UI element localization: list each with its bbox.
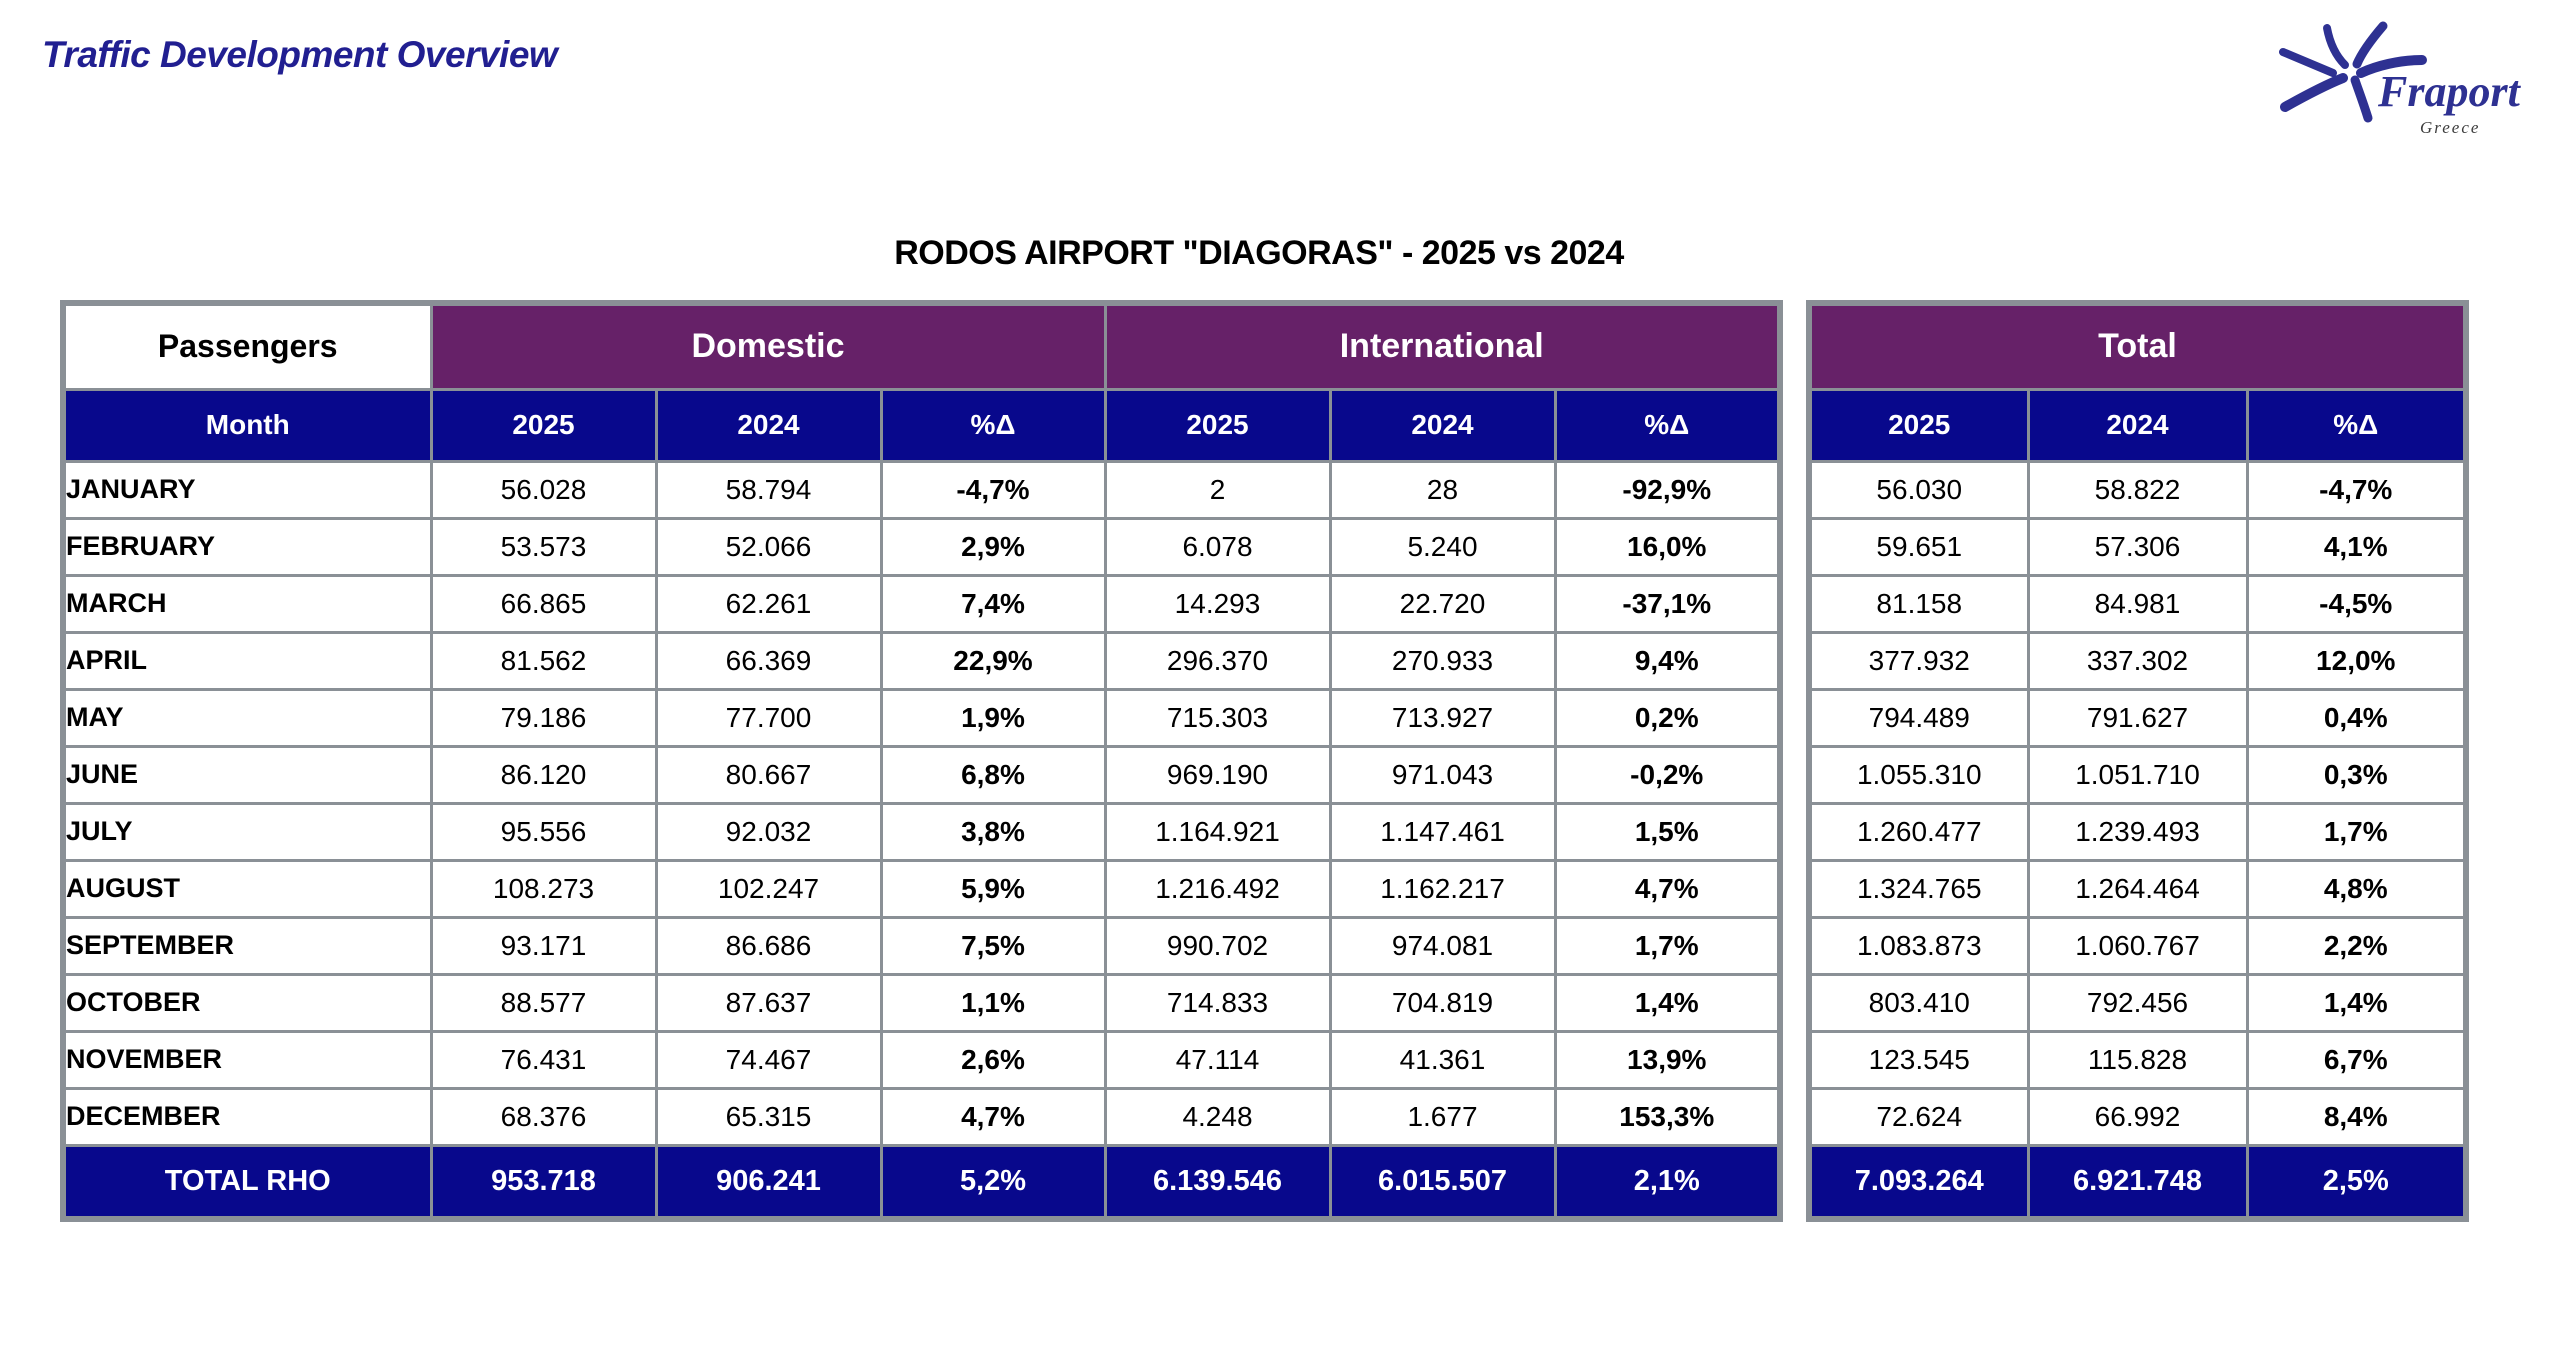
table-row <box>63 860 1780 917</box>
total-row-label: TOTAL RHO <box>63 1145 431 1219</box>
total-delta-cell: 6,7% <box>2247 1031 2466 1088</box>
table-row <box>63 803 1780 860</box>
fraport-logo <box>2270 10 2530 145</box>
intl-2024-cell: 971.043 <box>1330 746 1555 803</box>
total-dom-2024: 906.241 <box>656 1145 881 1219</box>
total-table <box>1806 300 2469 1222</box>
total-delta-cell: -4,7% <box>2247 461 2466 518</box>
total-2025-cell: 1.083.873 <box>1809 917 2028 974</box>
table-title: RODOS AIRPORT "DIAGORAS" - 2025 vs 2024 <box>894 234 1624 272</box>
table-row <box>1809 632 2466 689</box>
month-cell: DECEMBER <box>63 1088 431 1145</box>
intl-delta-cell: 1,4% <box>1555 974 1780 1031</box>
total-delta-cell: 12,0% <box>2247 632 2466 689</box>
corner-passengers-header: Passengers <box>63 303 431 389</box>
month-cell: JUNE <box>63 746 431 803</box>
intl-delta-cell: -37,1% <box>1555 575 1780 632</box>
total-2024-cell: 1.051.710 <box>2028 746 2247 803</box>
table-row <box>63 689 1780 746</box>
total-2024-cell: 1.264.464 <box>2028 860 2247 917</box>
col-header-total-2024: 2024 <box>2028 389 2247 461</box>
total-dom-2025: 953.718 <box>431 1145 656 1219</box>
total-2025-cell: 1.055.310 <box>1809 746 2028 803</box>
total-2025-cell: 803.410 <box>1809 974 2028 1031</box>
total-2025-cell: 72.624 <box>1809 1088 2028 1145</box>
table-row <box>1809 689 2466 746</box>
total-2025-cell: 81.158 <box>1809 575 2028 632</box>
intl-2025-cell: 969.190 <box>1105 746 1330 803</box>
total-total-delta: 2,5% <box>2247 1145 2466 1219</box>
intl-2025-cell: 14.293 <box>1105 575 1330 632</box>
logo-subtitle-text: Greece <box>2420 118 2481 137</box>
table-row <box>1809 461 2466 518</box>
total-2025-cell: 123.545 <box>1809 1031 2028 1088</box>
intl-2024-cell: 1.677 <box>1330 1088 1555 1145</box>
month-cell: APRIL <box>63 632 431 689</box>
dom-2025-cell: 79.186 <box>431 689 656 746</box>
total-delta-cell: 0,4% <box>2247 689 2466 746</box>
total-intl-delta: 2,1% <box>1555 1145 1780 1219</box>
intl-2024-cell: 28 <box>1330 461 1555 518</box>
intl-delta-cell: 16,0% <box>1555 518 1780 575</box>
table-row <box>63 575 1780 632</box>
intl-2024-cell: 5.240 <box>1330 518 1555 575</box>
intl-delta-cell: 1,7% <box>1555 917 1780 974</box>
total-2025-cell: 794.489 <box>1809 689 2028 746</box>
col-header-intl-2025: 2025 <box>1105 389 1330 461</box>
dom-2024-cell: 102.247 <box>656 860 881 917</box>
intl-2025-cell: 296.370 <box>1105 632 1330 689</box>
intl-2025-cell: 715.303 <box>1105 689 1330 746</box>
col-header-month: Month <box>63 389 431 461</box>
month-cell: OCTOBER <box>63 974 431 1031</box>
table-row <box>63 974 1780 1031</box>
month-cell: JANUARY <box>63 461 431 518</box>
col-header-intl-delta: %Δ <box>1555 389 1780 461</box>
dom-2024-cell: 66.369 <box>656 632 881 689</box>
total-delta-cell: 2,2% <box>2247 917 2466 974</box>
total-2025-cell: 59.651 <box>1809 518 2028 575</box>
intl-2025-cell: 1.216.492 <box>1105 860 1330 917</box>
col-header-dom-2025: 2025 <box>431 389 656 461</box>
table-row <box>63 1088 1780 1145</box>
dom-delta-cell: 4,7% <box>881 1088 1105 1145</box>
total-row <box>63 1145 1780 1219</box>
total-2024-cell: 791.627 <box>2028 689 2247 746</box>
dom-2025-cell: 81.562 <box>431 632 656 689</box>
total-2024-cell: 337.302 <box>2028 632 2247 689</box>
total-dom-delta: 5,2% <box>881 1145 1105 1219</box>
intl-delta-cell: 1,5% <box>1555 803 1780 860</box>
intl-2025-cell: 4.248 <box>1105 1088 1330 1145</box>
table-row <box>1809 974 2466 1031</box>
group-header-international: International <box>1105 303 1780 389</box>
intl-2024-cell: 1.147.461 <box>1330 803 1555 860</box>
total-2024-cell: 66.992 <box>2028 1088 2247 1145</box>
table-row <box>1809 518 2466 575</box>
total-2025-cell: 1.324.765 <box>1809 860 2028 917</box>
dom-2024-cell: 58.794 <box>656 461 881 518</box>
table-row <box>1809 860 2466 917</box>
month-cell: FEBRUARY <box>63 518 431 575</box>
table-row <box>1809 746 2466 803</box>
month-cell: NOVEMBER <box>63 1031 431 1088</box>
dom-2025-cell: 68.376 <box>431 1088 656 1145</box>
total-2024-cell: 1.239.493 <box>2028 803 2247 860</box>
intl-delta-cell: 153,3% <box>1555 1088 1780 1145</box>
dom-delta-cell: 7,5% <box>881 917 1105 974</box>
intl-delta-cell: 0,2% <box>1555 689 1780 746</box>
dom-delta-cell: 1,9% <box>881 689 1105 746</box>
intl-2025-cell: 1.164.921 <box>1105 803 1330 860</box>
table-row <box>1809 917 2466 974</box>
total-2025-cell: 377.932 <box>1809 632 2028 689</box>
total-2024-cell: 57.306 <box>2028 518 2247 575</box>
total-2025-cell: 1.260.477 <box>1809 803 2028 860</box>
intl-2025-cell: 714.833 <box>1105 974 1330 1031</box>
dom-2025-cell: 76.431 <box>431 1031 656 1088</box>
table-row <box>1809 1031 2466 1088</box>
intl-2024-cell: 1.162.217 <box>1330 860 1555 917</box>
page-title: Traffic Development Overview <box>42 34 558 75</box>
dom-2024-cell: 80.667 <box>656 746 881 803</box>
dom-delta-cell: 1,1% <box>881 974 1105 1031</box>
total-intl-2025: 6.139.546 <box>1105 1145 1330 1219</box>
dom-delta-cell: 3,8% <box>881 803 1105 860</box>
table-row <box>63 518 1780 575</box>
month-cell: AUGUST <box>63 860 431 917</box>
intl-2024-cell: 270.933 <box>1330 632 1555 689</box>
intl-delta-cell: 4,7% <box>1555 860 1780 917</box>
month-cell: JULY <box>63 803 431 860</box>
dom-2025-cell: 108.273 <box>431 860 656 917</box>
dom-2025-cell: 53.573 <box>431 518 656 575</box>
dom-delta-cell: 2,6% <box>881 1031 1105 1088</box>
intl-2025-cell: 6.078 <box>1105 518 1330 575</box>
month-cell: SEPTEMBER <box>63 917 431 974</box>
dom-2025-cell: 93.171 <box>431 917 656 974</box>
intl-2024-cell: 704.819 <box>1330 974 1555 1031</box>
intl-2024-cell: 41.361 <box>1330 1031 1555 1088</box>
dom-delta-cell: 6,8% <box>881 746 1105 803</box>
total-intl-2024: 6.015.507 <box>1330 1145 1555 1219</box>
dom-2025-cell: 56.028 <box>431 461 656 518</box>
month-cell: MARCH <box>63 575 431 632</box>
total-2024-cell: 115.828 <box>2028 1031 2247 1088</box>
dom-2025-cell: 88.577 <box>431 974 656 1031</box>
dom-2024-cell: 77.700 <box>656 689 881 746</box>
table-row <box>63 917 1780 974</box>
total-2024-cell: 58.822 <box>2028 461 2247 518</box>
total-total-2025: 7.093.264 <box>1809 1145 2028 1219</box>
col-header-total-delta: %Δ <box>2247 389 2466 461</box>
tables-container <box>60 300 2469 1222</box>
dom-2024-cell: 52.066 <box>656 518 881 575</box>
intl-2024-cell: 974.081 <box>1330 917 1555 974</box>
table-row <box>1809 575 2466 632</box>
table-row <box>63 461 1780 518</box>
dom-2024-cell: 62.261 <box>656 575 881 632</box>
dom-2024-cell: 74.467 <box>656 1031 881 1088</box>
dom-delta-cell: 7,4% <box>881 575 1105 632</box>
intl-2025-cell: 2 <box>1105 461 1330 518</box>
dom-delta-cell: 5,9% <box>881 860 1105 917</box>
month-cell: MAY <box>63 689 431 746</box>
total-delta-cell: 4,1% <box>2247 518 2466 575</box>
intl-2024-cell: 22.720 <box>1330 575 1555 632</box>
table-row <box>63 746 1780 803</box>
intl-delta-cell: 9,4% <box>1555 632 1780 689</box>
dom-2024-cell: 65.315 <box>656 1088 881 1145</box>
logo-brand-text: Fraport <box>2378 67 2520 116</box>
dom-delta-cell: 2,9% <box>881 518 1105 575</box>
table-row <box>63 632 1780 689</box>
total-2025-cell: 56.030 <box>1809 461 2028 518</box>
group-header-total: Total <box>1809 303 2466 389</box>
intl-2024-cell: 713.927 <box>1330 689 1555 746</box>
dom-2025-cell: 66.865 <box>431 575 656 632</box>
total-total-2024: 6.921.748 <box>2028 1145 2247 1219</box>
table-row <box>63 1031 1780 1088</box>
total-2024-cell: 792.456 <box>2028 974 2247 1031</box>
total-delta-cell: 1,4% <box>2247 974 2466 1031</box>
col-header-dom-delta: %Δ <box>881 389 1105 461</box>
total-delta-cell: 8,4% <box>2247 1088 2466 1145</box>
total-row <box>1809 1145 2466 1219</box>
total-2024-cell: 84.981 <box>2028 575 2247 632</box>
intl-delta-cell: 13,9% <box>1555 1031 1780 1088</box>
total-2024-cell: 1.060.767 <box>2028 917 2247 974</box>
total-delta-cell: 0,3% <box>2247 746 2466 803</box>
table-row <box>1809 1088 2466 1145</box>
dom-delta-cell: 22,9% <box>881 632 1105 689</box>
group-header-domestic: Domestic <box>431 303 1105 389</box>
col-header-intl-2024: 2024 <box>1330 389 1555 461</box>
col-header-dom-2024: 2024 <box>656 389 881 461</box>
dom-2025-cell: 95.556 <box>431 803 656 860</box>
intl-2025-cell: 990.702 <box>1105 917 1330 974</box>
dom-2025-cell: 86.120 <box>431 746 656 803</box>
col-header-total-2025: 2025 <box>1809 389 2028 461</box>
dom-2024-cell: 87.637 <box>656 974 881 1031</box>
dom-2024-cell: 86.686 <box>656 917 881 974</box>
total-delta-cell: 4,8% <box>2247 860 2466 917</box>
dom-delta-cell: -4,7% <box>881 461 1105 518</box>
total-delta-cell: 1,7% <box>2247 803 2466 860</box>
intl-delta-cell: -92,9% <box>1555 461 1780 518</box>
dom-2024-cell: 92.032 <box>656 803 881 860</box>
table-row <box>1809 803 2466 860</box>
total-delta-cell: -4,5% <box>2247 575 2466 632</box>
intl-2025-cell: 47.114 <box>1105 1031 1330 1088</box>
passengers-table <box>60 300 1783 1222</box>
intl-delta-cell: -0,2% <box>1555 746 1780 803</box>
